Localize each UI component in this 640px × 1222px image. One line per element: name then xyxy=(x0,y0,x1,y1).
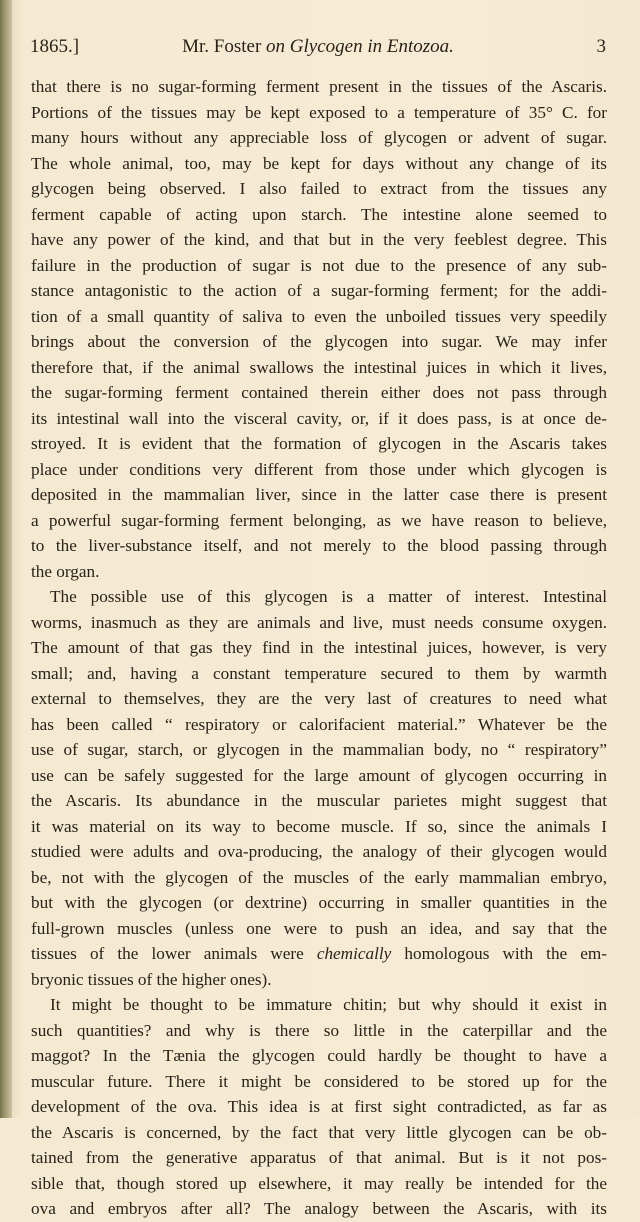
text-line: tained from the generative apparatus of that animal. But is it not pos- xyxy=(31,1148,607,1167)
year-label: 1865.] xyxy=(30,36,80,57)
emphasis-word: chemically xyxy=(316,944,392,963)
running-title xyxy=(30,32,606,62)
text-line: therefore that, if the animal swallows the intestinal juices in which it lives, xyxy=(31,357,607,377)
text-line: worms, inasmuch as they are animals and live, must needs consume oxygen. xyxy=(31,612,607,632)
book-binding-edge xyxy=(0,0,12,1118)
text-fragment: homologous with the em- xyxy=(391,944,608,963)
text-line: such quantities? and why is there so little in the caterpillar and the xyxy=(31,1020,607,1040)
text-line: glycogen being observed. I also failed to extract from the tissues any xyxy=(31,179,607,198)
text-line: be, not with the glycogen of the muscles of the early mammalian embryo, xyxy=(31,867,607,887)
text-line: the Ascaris. Its abundance in the muscular parietes might suggest that xyxy=(31,791,607,810)
text-line: maggot? In the Tænia the glycogen could hardly be thought to have a xyxy=(31,1046,607,1065)
page-number: 3 xyxy=(596,36,606,57)
text-line: It might be thought to be immature chitin; but why should it exist in xyxy=(50,995,607,1014)
text-line: ferment capable of acting upon starch. The intestine alone seemed to xyxy=(31,204,607,224)
text-line: its intestinal wall into the visceral cavity, or, if it does pass, is at once de- xyxy=(31,408,607,428)
text-line: the Ascaris is concerned, by the fact that very little glycogen can be ob- xyxy=(31,1122,607,1142)
text-line: brings about the conversion of the glycogen into sugar. We may infer xyxy=(31,332,607,351)
text-line: small; and, having a constant temperature secured to them by warmth xyxy=(31,663,607,683)
text-line: the organ. xyxy=(31,561,100,581)
text-line: it was material on its way to become muscle. If so, since the animals I xyxy=(31,816,607,836)
text-line: a powerful sugar-forming ferment belonging, as we have reason to believe, xyxy=(31,510,607,530)
text-line: The whole animal, too, may be kept for days without any change of its xyxy=(31,153,607,173)
text-line: development of the ova. This idea is at first sight contradicted, as far as xyxy=(31,1097,607,1116)
body-text xyxy=(31,74,607,1222)
text-line: studied were adults and ova-producing, the analogy of their glycogen would xyxy=(31,842,607,861)
text-line: place under conditions very different from those under which glycogen is xyxy=(31,459,607,479)
text-line: stroyed. It is evident that the formation of glycogen in the Ascaris takes xyxy=(31,434,607,453)
text-line: stance antagonistic to the action of a sugar-forming ferment; for the addi- xyxy=(31,281,607,300)
text-line xyxy=(31,941,607,967)
author-name: Mr. Foster xyxy=(182,36,262,57)
text-line: Portions of the tissues may be kept exposed to a temperature of 35° C. for xyxy=(31,102,607,122)
text-line: the sugar-forming ferment contained therein either does not pass through xyxy=(31,383,607,402)
running-header xyxy=(30,32,606,62)
text-line: tion of a small quantity of saliva to even the unboiled tissues very speedily xyxy=(31,306,607,326)
text-line: The amount of that gas they find in the intestinal juices, however, is very xyxy=(31,638,607,657)
text-line: deposited in the mammalian liver, since in the latter case there is present xyxy=(31,485,607,504)
text-line: bryonic tissues of the higher ones). xyxy=(31,969,272,989)
text-line: use of sugar, starch, or glycogen in the mammalian body, no “ respiratory” xyxy=(31,740,607,759)
text-line: have any power of the kind, and that but in the very feeblest degree. This xyxy=(31,230,607,249)
text-line: The possible use of this glycogen is a matter of interest. Intestinal xyxy=(50,587,607,606)
text-line: that there is no sugar-forming ferment present in the tissues of the Ascaris. xyxy=(31,77,607,96)
text-line: failure in the production of sugar is not due to the presence of any sub- xyxy=(31,255,607,275)
text-line: but with the glycogen (or dextrine) occurring in smaller quantities in the xyxy=(31,893,607,912)
text-line: to the liver-substance itself, and not merely to the blood passing through xyxy=(31,536,607,555)
text-line: full-grown muscles (unless one were to push an idea, and say that the xyxy=(31,918,607,938)
text-line: use can be safely suggested for the large amount of glycogen occurring in xyxy=(31,765,607,785)
article-title: on Glycogen in Entozoa. xyxy=(266,36,454,57)
text-line: many hours without any appreciable loss of glycogen or advent of sugar. xyxy=(31,128,607,147)
text-fragment: tissues of the lower animals were xyxy=(31,944,317,963)
text-line: external to themselves, they are the very last of creatures to need what xyxy=(31,689,607,708)
text-line: sible that, though stored up elsewhere, it may really be intended for the xyxy=(31,1173,607,1193)
text-line: ova and embryos after all? The analogy between the Ascaris, with its xyxy=(31,1199,607,1218)
text-line: muscular future. There it might be considered to be stored up for the xyxy=(31,1071,607,1091)
text-line: has been called “ respiratory or calorifacient material.” Whatever be the xyxy=(31,714,607,734)
